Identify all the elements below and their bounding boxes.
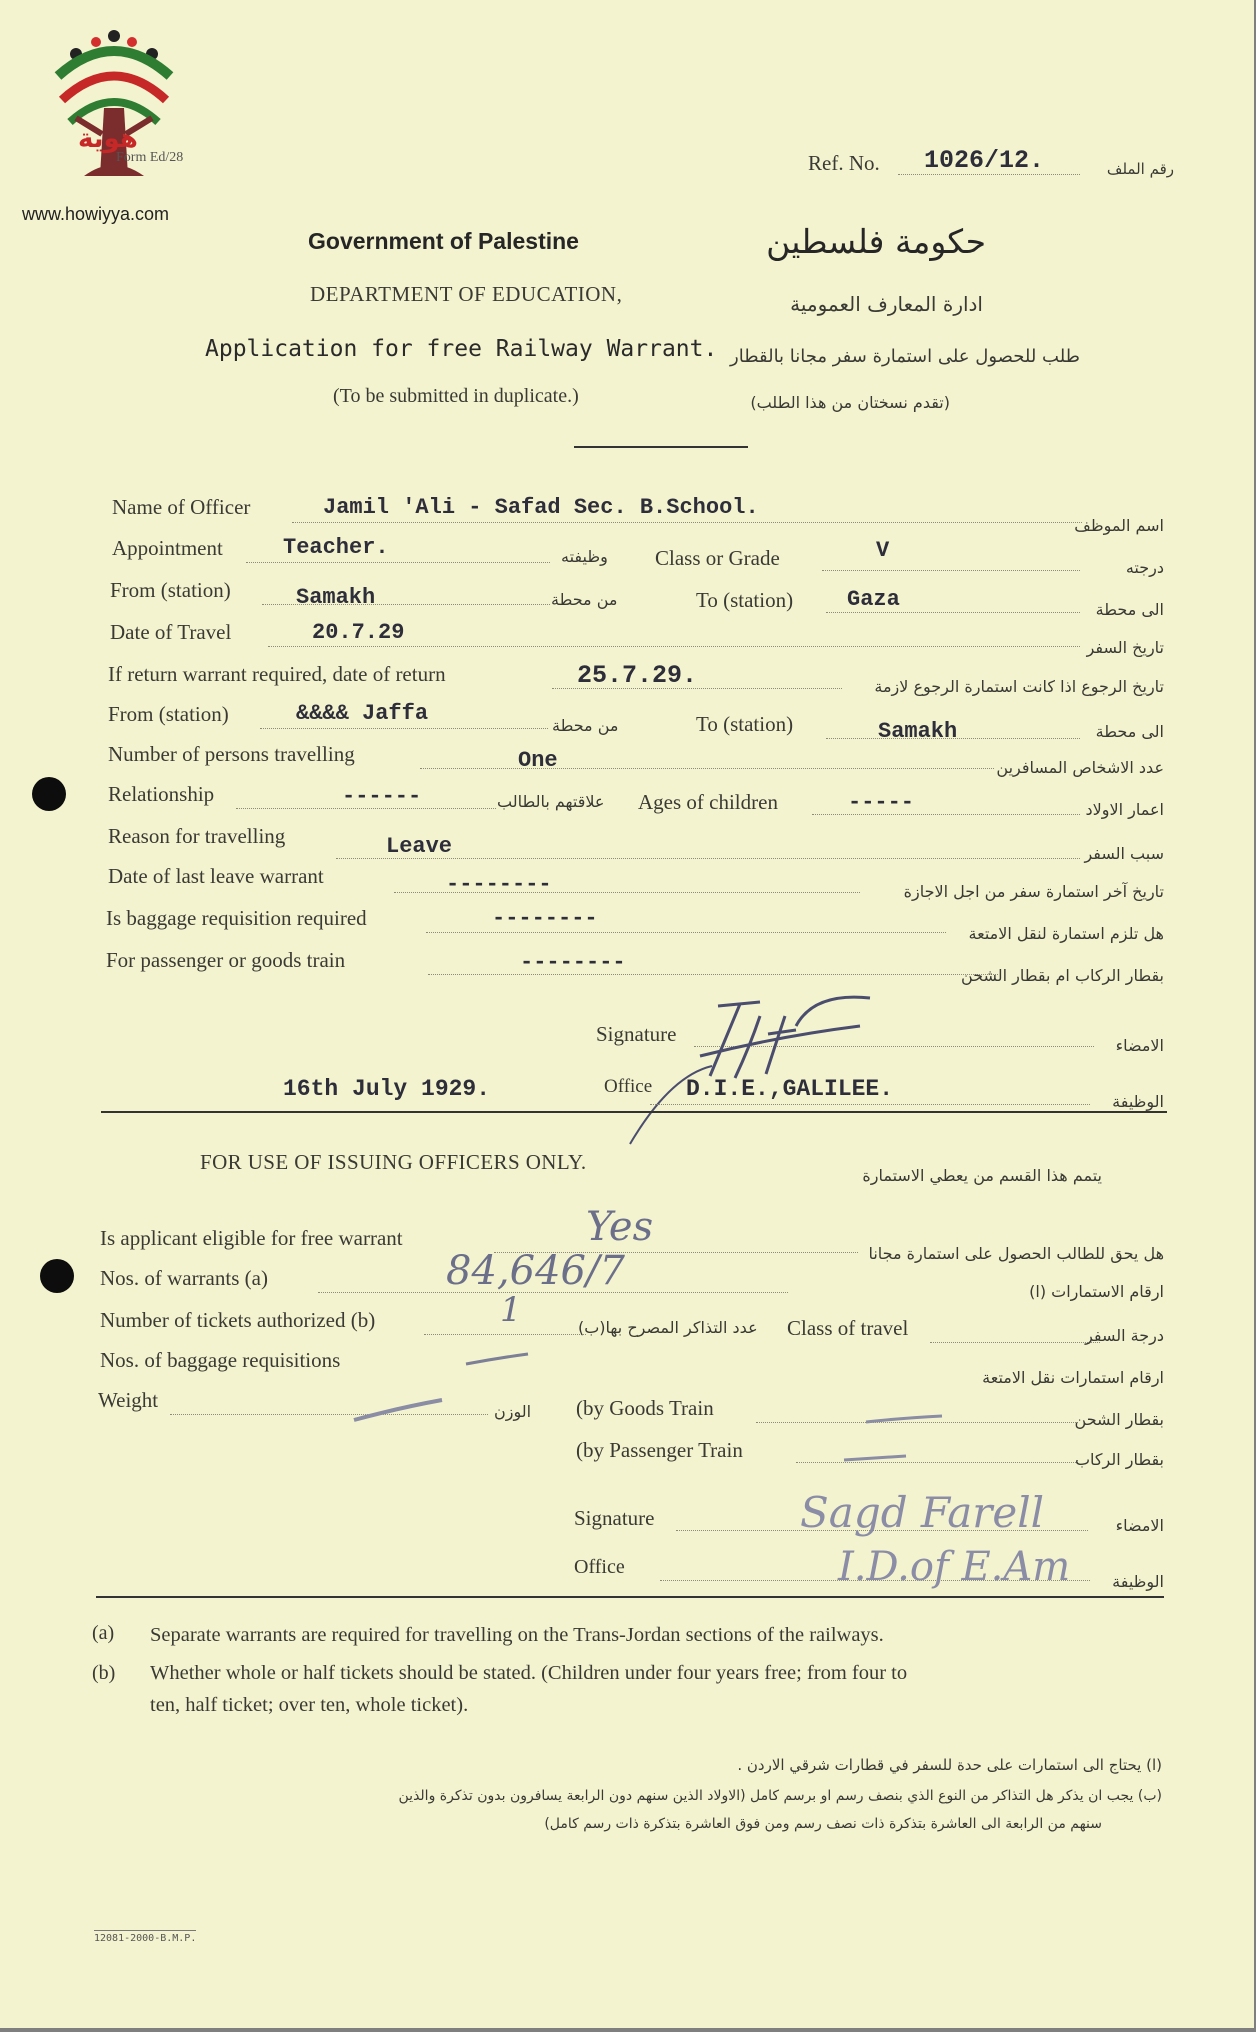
baggage-req-label: Nos. of baggage requisitions — [100, 1348, 341, 1372]
print-code: 12081-2000-B.M.P. — [94, 1930, 196, 1944]
issuing-title-en: FOR USE OF ISSUING OFFICERS ONLY. — [200, 1150, 587, 1174]
goods-train-label: (by Goods Train — [576, 1396, 714, 1420]
baggage-label-ar: هل تلزم استمارة لنقل الامتعة — [968, 924, 1164, 943]
issuing-office-label-ar: الوظيفة — [1112, 1572, 1164, 1591]
relationship-label: Relationship — [108, 782, 215, 806]
signature-label: Signature — [596, 1022, 677, 1046]
duplicate-note-en: (To be submitted in duplicate.) — [333, 385, 579, 407]
dept-title-en: DEPARTMENT OF EDUCATION, — [310, 282, 623, 306]
header-divider — [574, 446, 748, 448]
to-station2-label-ar: الى محطة — [1095, 722, 1164, 741]
relationship-value: ------ — [342, 784, 422, 809]
application-title-en: Application for free Railway Warrant. — [205, 336, 718, 362]
application-title-ar: طلب للحصول على استمارة سفر مجانا بالقطار — [730, 346, 1080, 367]
last-leave-label: Date of last leave warrant — [108, 864, 324, 888]
baggage-req-label-ar: ارقام استمارات نقل الامتعة — [982, 1368, 1164, 1387]
from-station2-value: &&&& Jaffa — [296, 701, 429, 726]
to-station-label-ar: الى محطة — [1095, 600, 1164, 619]
to-station2-label: To (station) — [696, 712, 794, 736]
goods-train-dash — [862, 1408, 946, 1428]
from-station-value: Samakh — [296, 585, 376, 610]
note-b-text-line1: Whether whole or half tickets should be stated. (Children under four years free; from four to — [150, 1662, 908, 1684]
form-number: Form Ed/28 — [116, 150, 184, 165]
appointment-value: Teacher. — [283, 535, 389, 560]
reason-value: Leave — [386, 834, 453, 859]
passenger-train-label-ar: بقطار الركاب — [1074, 1450, 1164, 1469]
note-b-text-line2: ten, half ticket; over ten, whole ticket). — [150, 1694, 469, 1716]
note-a-text: Separate warrants are required for travelling on the Trans-Jordan sections of the railways. — [150, 1624, 884, 1646]
tickets-value: 1 — [500, 1290, 522, 1330]
return-date-label-ar: تاريخ الرجوع اذا كانت استمارة الرجوع لازمة — [874, 677, 1164, 696]
dept-title-ar: ادارة المعارف العمومية — [790, 292, 983, 316]
passenger-train-label: (by Passenger Train — [576, 1438, 743, 1462]
watermark-url: www.howiyya.com — [22, 204, 170, 224]
ref-label: Ref. No. — [808, 151, 880, 175]
return-date-label: If return warrant required, date of return — [108, 662, 446, 686]
note-ar-b-line2: سنهم من الرابعة الى العاشرة بتذكرة ذات نصف رسم ومن فوق العاشرة بتذكرة ذات رسم كامل) — [544, 1816, 1102, 1832]
logo-arabic-text: هوية — [78, 124, 138, 154]
date-travel-value: 20.7.29 — [312, 620, 405, 645]
tickets-label-ar: عدد التذاكر المصرح بها(ب) — [578, 1318, 758, 1337]
reason-label: Reason for travelling — [108, 824, 286, 848]
reason-label-ar: سبب السفر — [1084, 844, 1164, 863]
issuing-office-value: I.D.of E.Am — [838, 1544, 1071, 1590]
punch-hole-upper — [32, 777, 66, 811]
baggage-label: Is baggage requisition required — [106, 906, 367, 930]
passenger-train-dash — [840, 1446, 910, 1466]
name-value: Jamil 'Ali - Safad Sec. B.School. — [323, 495, 759, 520]
warrants-no-label-ar: ارقام الاستمارات (ا) — [1029, 1282, 1164, 1301]
goods-train-label-ar: بقطار الشحن — [1074, 1410, 1164, 1429]
train-label-ar: بقطار الركاب ام بقطار الشحن — [960, 966, 1164, 985]
date-travel-label-ar: تاريخ السفر — [1086, 638, 1164, 657]
date-travel-label: Date of Travel — [110, 620, 232, 644]
date-signed: 16th July 1929. — [283, 1076, 491, 1102]
eligible-label: Is applicant eligible for free warrant — [100, 1226, 403, 1250]
from-station-label: From (station) — [110, 578, 231, 602]
officer-signature — [600, 986, 890, 1146]
appointment-label-ar: وظيفته — [561, 547, 608, 566]
note-b-mark: (b) — [92, 1662, 116, 1684]
persons-value: One — [518, 748, 558, 773]
office-label-ar: الوظيفة — [1112, 1092, 1164, 1111]
class-travel-label: Class of travel — [787, 1316, 909, 1340]
from-station2-label: From (station) — [108, 702, 229, 726]
office-label: Office — [604, 1076, 653, 1097]
return-date-value: 25.7.29. — [577, 661, 698, 690]
train-label: For passenger or goods train — [106, 948, 346, 972]
notes-divider — [96, 1596, 1164, 1598]
from-station2-label-ar: من محطة — [552, 716, 619, 735]
ref-number: 1026/12. — [924, 146, 1045, 175]
warrants-no-value: 84,646/7 — [446, 1248, 625, 1294]
last-leave-value: -------- — [446, 872, 552, 897]
ages-label: Ages of children — [638, 790, 778, 814]
name-label: Name of Officer — [112, 495, 251, 519]
class-travel-label-ar: درجة السفر — [1085, 1326, 1164, 1345]
issuing-signature-label-ar: الامضاء — [1115, 1516, 1164, 1535]
punch-hole-lower — [40, 1259, 74, 1293]
to-station-label: To (station) — [696, 588, 794, 612]
issuing-office-label: Office — [574, 1556, 625, 1578]
ref-label-ar: رقم الملف — [1106, 160, 1174, 178]
issuing-title-ar: يتمم هذا القسم من يعطي الاستمارة — [862, 1166, 1102, 1185]
name-label-ar: اسم الموظف — [1074, 516, 1164, 535]
last-leave-label-ar: تاريخ آخر استمارة سفر من اجل الاجازة — [903, 882, 1164, 901]
class-value: V — [876, 538, 890, 563]
duplicate-note-ar: (تقدم نسختان من هذا الطلب) — [750, 393, 950, 412]
to-station2-value: Samakh — [878, 719, 958, 744]
weight-dash — [350, 1396, 446, 1424]
ages-value: ----- — [848, 790, 915, 815]
signature-label-ar: الامضاء — [1115, 1036, 1164, 1055]
note-a-mark: (a) — [92, 1622, 115, 1644]
ages-label-ar: اعمار الاولاد — [1085, 800, 1164, 819]
baggage-value: -------- — [492, 906, 598, 931]
tickets-label: Number of tickets authorized (b) — [100, 1308, 376, 1332]
from-station-label-ar: من محطة — [551, 590, 618, 609]
weight-label: Weight — [98, 1388, 159, 1412]
note-ar-a: (ا) يحتاج الى استمارات على حدة للسفر في قطارات شرقي الاردن . — [737, 1756, 1162, 1774]
issuing-signature-label: Signature — [574, 1506, 655, 1530]
persons-label: Number of persons travelling — [108, 742, 355, 766]
note-ar-b-line1: (ب) يجب ان يذكر هل التذاكر من النوع الذي بنصف رسم او برسم كامل (الاولاد الذين سنهم دون الرابعة يسافرون بدون تذكرة والذين — [398, 1788, 1162, 1804]
relationship-label-ar: علاقتهم بالطالب — [497, 792, 605, 811]
class-label: Class or Grade — [655, 546, 780, 570]
weight-label-ar: الوزن — [494, 1402, 532, 1421]
eligible-value: Yes — [586, 1204, 654, 1250]
persons-label-ar: عدد الاشخاص المسافرين — [996, 758, 1164, 777]
baggage-req-dash — [462, 1350, 532, 1370]
office-value: D.I.E.,GALILEE. — [686, 1076, 894, 1102]
gov-title-ar: حكومة فلسطين — [766, 222, 986, 261]
warrants-no-label: Nos. of warrants (a) — [100, 1266, 268, 1290]
class-label-ar: درجته — [1125, 558, 1164, 577]
section-divider — [101, 1111, 1167, 1113]
train-value: -------- — [520, 950, 626, 975]
to-station-value: Gaza — [847, 587, 900, 612]
eligible-label-ar: هل يحق للطالب الحصول على استمارة مجانا — [868, 1244, 1164, 1263]
gov-title-en: Government of Palestine — [308, 228, 579, 254]
issuing-signature-value: Sagd Farell — [800, 1488, 1045, 1537]
appointment-label: Appointment — [112, 536, 223, 560]
